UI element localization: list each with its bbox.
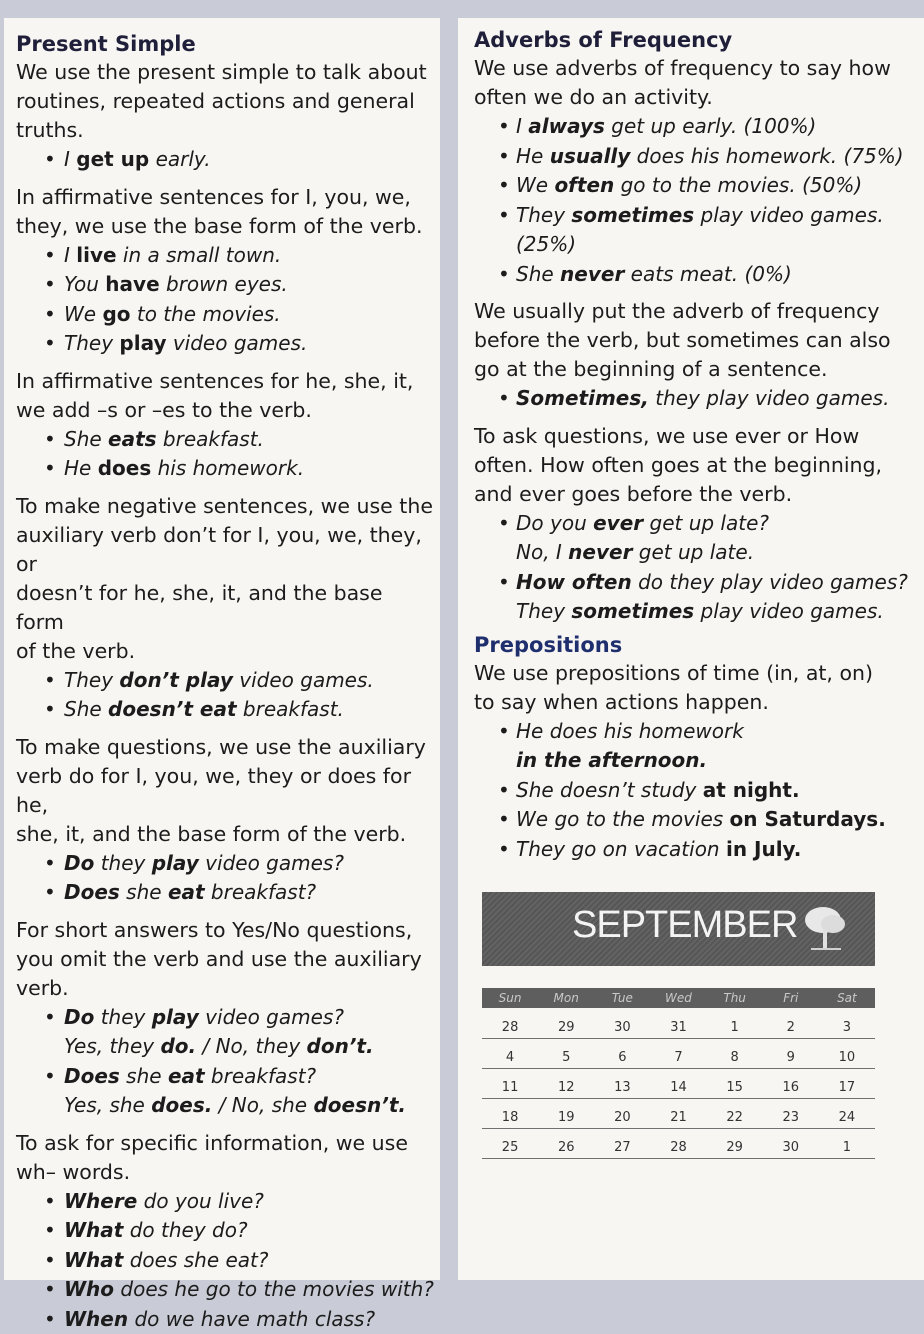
- calendar-date: 21: [650, 1100, 706, 1128]
- present-simple-heading: Present Simple: [16, 30, 434, 58]
- example-item: • How often do they play video games? They sometimes play video games.: [474, 568, 914, 627]
- intro-line: We use adverbs of frequency to say how: [474, 54, 914, 83]
- calendar-date: 4: [482, 1040, 538, 1068]
- prepositions-heading: Prepositions: [474, 631, 914, 659]
- rule-line: We usually put the adverb of frequency: [474, 297, 914, 326]
- example-list: [16, 849, 434, 908]
- answer-line: Yes, they do. / No, they don’t.: [64, 1032, 434, 1062]
- example-item: • They go on vacation in July.: [474, 835, 914, 865]
- calendar-date: 6: [594, 1040, 650, 1068]
- calendar-date: 15: [707, 1070, 763, 1098]
- calendar-date: 30: [594, 1010, 650, 1038]
- example-item: • Do they play video games? Yes, they do. / No, they don’t.: [16, 1003, 434, 1062]
- calendar-month: SEPTEMBER: [572, 904, 797, 947]
- calendar-date: 23: [763, 1100, 819, 1128]
- rule-line: and ever goes before the verb.: [474, 480, 914, 509]
- calendar-week: [482, 1070, 875, 1099]
- example-item: • I live in a small town.: [16, 241, 434, 271]
- example-list: [16, 1187, 434, 1334]
- calendar-date: 26: [538, 1130, 594, 1158]
- day-header: Fri: [763, 988, 819, 1008]
- example-list: [474, 717, 914, 865]
- day-header: Mon: [538, 988, 594, 1008]
- rule-line: verb do for I, you, we, they or does for he,: [16, 762, 434, 820]
- right-page: [458, 18, 924, 1280]
- calendar-date: 7: [650, 1040, 706, 1068]
- adverbs-column: [474, 18, 914, 864]
- calendar-header: [482, 892, 875, 966]
- calendar-date: 18: [482, 1100, 538, 1128]
- example-item: • Does she eat breakfast?: [16, 878, 434, 908]
- day-header: Sun: [482, 988, 538, 1008]
- example-item: • What does she eat?: [16, 1246, 434, 1276]
- rule-line: doesn’t for he, she, it, and the base form: [16, 579, 434, 637]
- example-item: • Who does he go to the movies with?: [16, 1275, 434, 1305]
- example-item: • Where do you live?: [16, 1187, 434, 1217]
- calendar-date: 8: [707, 1040, 763, 1068]
- rule-line: of the verb.: [16, 637, 434, 666]
- calendar-date: 11: [482, 1070, 538, 1098]
- example-item: • Do you ever get up late? No, I never get up late.: [474, 509, 914, 568]
- example-item: • He usually does his homework. (75%): [474, 142, 914, 172]
- calendar-date: 31: [650, 1010, 706, 1038]
- example-item: • I get up early.: [16, 145, 434, 175]
- present-simple-column: [16, 18, 434, 1334]
- example-item: • They don’t play video games.: [16, 666, 434, 696]
- calendar-date: 19: [538, 1100, 594, 1128]
- calendar-date: 16: [763, 1070, 819, 1098]
- intro-line: routines, repeated actions and general: [16, 87, 434, 116]
- rule-line: In affirmative sentences for he, she, it,: [16, 367, 434, 396]
- answer-line: They sometimes play video games.: [516, 597, 914, 627]
- example-item: • Sometimes, they play video games.: [474, 384, 914, 414]
- day-header: Sat: [819, 988, 875, 1008]
- calendar-date: 5: [538, 1040, 594, 1068]
- example-item: • You have brown eyes.: [16, 270, 434, 300]
- calendar-date: 17: [819, 1070, 875, 1098]
- example-list: [16, 666, 434, 725]
- rule-line: We use prepositions of time (in, at, on): [474, 659, 914, 688]
- example-item: • She eats breakfast.: [16, 425, 434, 455]
- day-header: Thu: [707, 988, 763, 1008]
- calendar-date: 3: [819, 1010, 875, 1038]
- example-item: • When do we have math class?: [16, 1305, 434, 1334]
- answer-line: Yes, she does. / No, she doesn’t.: [64, 1091, 434, 1121]
- rule-line: they, we use the base form of the verb.: [16, 212, 434, 241]
- calendar-date: 1: [819, 1130, 875, 1158]
- example-item: • Does she eat breakfast? Yes, she does. / No, she doesn’t.: [16, 1062, 434, 1121]
- intro-line: often we do an activity.: [474, 83, 914, 112]
- rule-line: To make questions, we use the auxiliary: [16, 733, 434, 762]
- example-item: • What do they do?: [16, 1216, 434, 1246]
- calendar-date: 20: [594, 1100, 650, 1128]
- rule-line: To ask questions, we use ever or How: [474, 422, 914, 451]
- example-item: • He does his homework in the afternoon.: [474, 717, 914, 776]
- calendar-week: [482, 1040, 875, 1069]
- tree-icon: [801, 902, 849, 956]
- example-item: • He does his homework.: [16, 454, 434, 484]
- example-item: • I always get up early. (100%): [474, 112, 914, 142]
- calendar-date: 25: [482, 1130, 538, 1158]
- calendar-date: 28: [650, 1130, 706, 1158]
- calendar-date: 24: [819, 1100, 875, 1128]
- calendar-date: 14: [650, 1070, 706, 1098]
- example-item: • They play video games.: [16, 329, 434, 359]
- calendar-date: 28: [482, 1010, 538, 1038]
- calendar-date: 1: [707, 1010, 763, 1038]
- calendar-date: 30: [763, 1130, 819, 1158]
- rule-line: you omit the verb and use the auxiliary: [16, 945, 434, 974]
- example-list: [16, 241, 434, 359]
- example-item: • Do they play video games?: [16, 849, 434, 879]
- rule-line: To make negative sentences, we use the: [16, 492, 434, 521]
- calendar-date: 13: [594, 1070, 650, 1098]
- rule-line: wh– words.: [16, 1158, 434, 1187]
- day-header: Tue: [594, 988, 650, 1008]
- example-list: [474, 509, 914, 627]
- rule-line: we add –s or –es to the verb.: [16, 396, 434, 425]
- example-item: • We often go to the movies. (50%): [474, 171, 914, 201]
- rule-line: to say when actions happen.: [474, 688, 914, 717]
- calendar-week: [482, 1130, 875, 1159]
- rule-line: verb.: [16, 974, 434, 1003]
- intro-line: truths.: [16, 116, 434, 145]
- answer-line: No, I never get up late.: [516, 538, 914, 568]
- left-page: [4, 18, 440, 1280]
- example-list: [474, 112, 914, 289]
- calendar-week: [482, 1100, 875, 1129]
- calendar-date: 2: [763, 1010, 819, 1038]
- day-header: Wed: [650, 988, 706, 1008]
- example-item: • She doesn’t study at night.: [474, 776, 914, 806]
- calendar-date: 10: [819, 1040, 875, 1068]
- calendar-date: 29: [707, 1130, 763, 1158]
- example-item: • They sometimes play video games. (25%): [474, 201, 914, 260]
- example-list: [474, 384, 914, 414]
- rule-line: In affirmative sentences for I, you, we,: [16, 183, 434, 212]
- example-list: [16, 425, 434, 484]
- intro-line: We use the present simple to talk about: [16, 58, 434, 87]
- rule-line: For short answers to Yes/No questions,: [16, 916, 434, 945]
- calendar-date: 12: [538, 1070, 594, 1098]
- calendar-date: 22: [707, 1100, 763, 1128]
- rule-line: go at the beginning of a sentence.: [474, 355, 914, 384]
- example-item: • She doesn’t eat breakfast.: [16, 695, 434, 725]
- calendar-day-headers: [482, 988, 875, 1008]
- rule-line: she, it, and the base form of the verb.: [16, 820, 434, 849]
- example-item: • We go to the movies.: [16, 300, 434, 330]
- rule-line: often. How often goes at the beginning,: [474, 451, 914, 480]
- rule-line: before the verb, but sometimes can also: [474, 326, 914, 355]
- example-list: [16, 145, 434, 175]
- rule-line: auxiliary verb don’t for I, you, we, they, or: [16, 521, 434, 579]
- example-item: • We go to the movies on Saturdays.: [474, 805, 914, 835]
- example-list: [16, 1003, 434, 1121]
- example-item: • She never eats meat. (0%): [474, 260, 914, 290]
- rule-line: To ask for specific information, we use: [16, 1129, 434, 1158]
- calendar-date: 29: [538, 1010, 594, 1038]
- calendar-date: 9: [763, 1040, 819, 1068]
- calendar-week: [482, 1010, 875, 1039]
- adverbs-heading: Adverbs of Frequency: [474, 26, 914, 54]
- calendar-date: 27: [594, 1130, 650, 1158]
